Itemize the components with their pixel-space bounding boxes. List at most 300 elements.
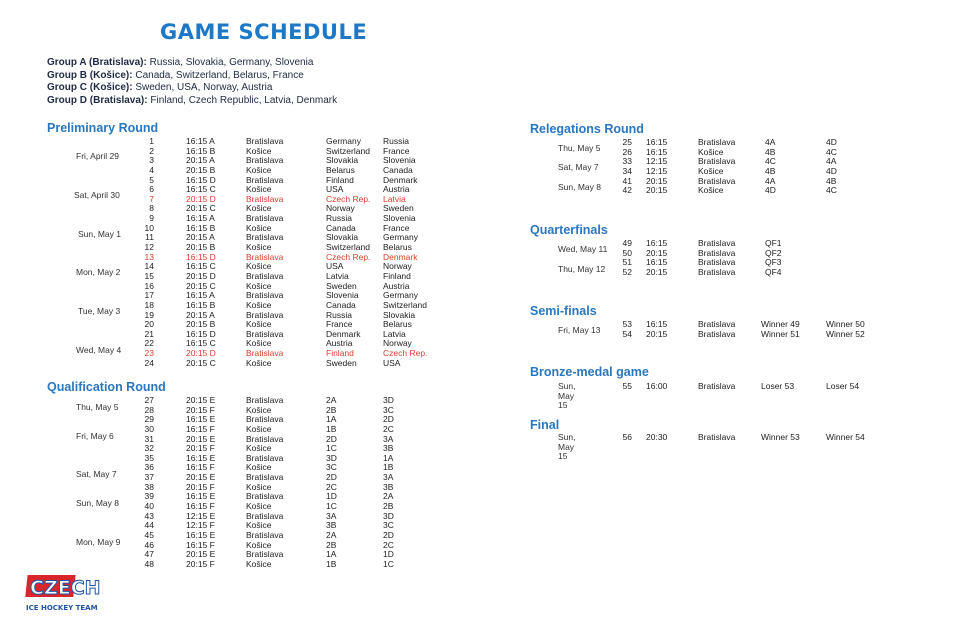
game-number: 50	[622, 247, 632, 258]
game-team-1: Sweden	[326, 280, 357, 291]
game-time: 20:15 F	[186, 443, 215, 454]
game-team-2: 4C	[826, 146, 837, 157]
game-team-2: 1C	[383, 558, 394, 569]
game-team-2: Russia	[383, 136, 409, 146]
game-number: 10	[144, 222, 154, 233]
game-number: 46	[144, 539, 154, 550]
day-label: Mon, May 9	[76, 537, 121, 547]
game-time: 16:15	[646, 319, 668, 329]
game-number: 15	[144, 270, 154, 281]
game-venue: Bratislava	[698, 156, 736, 167]
game-time: 20:15 E	[186, 472, 216, 483]
day-label: Sun, May 1	[78, 229, 121, 239]
game-time: 20:15 B	[186, 319, 216, 330]
game-number: 40	[144, 501, 154, 512]
game-time: 20:15 B	[186, 164, 216, 175]
game-team-1: QF1	[765, 238, 782, 248]
game-team-1: Slovenia	[326, 290, 359, 301]
game-team-2: 4A	[826, 156, 837, 167]
game-venue: Bratislava	[698, 381, 736, 391]
game-time: 20:15 D	[186, 193, 216, 204]
game-team-1: USA	[326, 261, 344, 272]
game-venue: Bratislava	[246, 174, 284, 185]
game-number: 25	[622, 137, 632, 147]
game-team-2: Belarus	[383, 319, 412, 330]
group-a: Group A (Bratislava): Russia, Slovakia, Germany, Slovenia	[47, 57, 314, 68]
game-time: 20:15 B	[186, 242, 216, 253]
game-venue: Košice	[246, 222, 272, 233]
game-time: 20:30	[646, 432, 668, 442]
game-time: 20:15 C	[186, 280, 216, 291]
game-venue: Košice	[246, 164, 272, 175]
game-time: 12:15 F	[186, 520, 215, 531]
day-label: Wed, May 4	[76, 345, 122, 355]
game-team-1: Winner 49	[761, 319, 800, 329]
game-time: 20:15	[646, 175, 668, 186]
game-team-1: 1D	[326, 491, 337, 502]
game-team-2: Loser 54	[826, 381, 860, 391]
game-time: 12:15 E	[186, 510, 216, 521]
game-time: 20:15 C	[186, 203, 216, 214]
game-time: 16:15 C	[186, 338, 216, 349]
day-label: Sun, May 15	[558, 381, 576, 411]
game-number: 51	[622, 257, 632, 268]
game-team-1: Belarus	[326, 164, 355, 175]
game-time: 16:15 F	[186, 501, 215, 512]
game-venue: Košice	[698, 185, 724, 196]
game-venue: Košice	[246, 501, 272, 512]
quarterfinals-heading: Quarterfinals	[530, 223, 608, 237]
game-team-1: 2D	[326, 433, 337, 444]
game-venue: Košice	[246, 443, 272, 454]
game-team-1: 1C	[326, 443, 337, 454]
game-venue: Bratislava	[698, 247, 736, 258]
game-team-1: 1A	[326, 549, 337, 560]
game-number: 19	[144, 309, 154, 320]
game-venue: Bratislava	[246, 472, 284, 483]
game-number: 49	[622, 238, 632, 248]
game-venue: Košice	[246, 404, 272, 415]
game-team-2: 3B	[383, 443, 394, 454]
game-team-1: QF2	[765, 247, 782, 258]
game-venue: Bratislava	[246, 491, 284, 502]
game-team-2: Austria	[383, 280, 410, 291]
game-team-1: 2C	[326, 481, 337, 492]
game-time: 12:15	[646, 156, 668, 167]
game-venue: Bratislava	[698, 266, 736, 277]
game-team-1: France	[326, 319, 353, 330]
game-time: 16:15 D	[186, 251, 216, 262]
game-time: 16:15 E	[186, 529, 216, 540]
game-time: 16:15 D	[186, 174, 216, 185]
day-label: Fri, May 6	[76, 431, 114, 441]
game-team-2: 2B	[383, 501, 394, 512]
game-team-2: 4D	[826, 165, 837, 176]
game-time: 16:15	[646, 137, 668, 147]
game-venue: Košice	[246, 462, 272, 473]
game-venue: Košice	[246, 203, 272, 214]
game-team-1: 4B	[765, 146, 776, 157]
day-label: Sun, May 8	[76, 498, 119, 508]
game-team-1: 2A	[326, 529, 337, 540]
game-team-1: 3D	[326, 452, 337, 463]
game-team-2: Winner 54	[826, 432, 865, 442]
game-venue: Bratislava	[698, 257, 736, 268]
game-team-2: Belarus	[383, 242, 412, 253]
logo-text-team: ICE HOCKEY TEAM	[26, 604, 98, 612]
game-time: 16:15	[646, 238, 668, 248]
game-number: 16	[144, 280, 154, 291]
game-venue: Košice	[246, 520, 272, 531]
game-venue: Košice	[246, 481, 272, 492]
game-venue: Bratislava	[246, 155, 284, 166]
game-team-1: 4D	[765, 185, 776, 196]
game-venue: Bratislava	[246, 328, 284, 339]
game-number: 3	[149, 155, 154, 166]
game-team-2: Winner 52	[826, 328, 865, 339]
game-team-1: 1C	[326, 501, 337, 512]
game-team-2: Germany	[383, 290, 418, 301]
game-team-2: Denmark	[383, 251, 418, 262]
semifinals-heading: Semi-finals	[530, 304, 597, 318]
game-venue: Košice	[246, 299, 272, 310]
game-time: 16:15 E	[186, 491, 216, 502]
game-venue: Bratislava	[246, 414, 284, 425]
game-number: 47	[144, 549, 154, 560]
game-number: 33	[622, 156, 632, 167]
game-team-1: 4B	[765, 165, 776, 176]
group-c: Group C (Košice): Sweden, USA, Norway, Austria	[47, 82, 273, 94]
game-team-1: Czech Rep.	[326, 193, 371, 204]
game-number: 9	[149, 213, 154, 224]
game-time: 20:15	[646, 266, 668, 277]
game-number: 14	[144, 261, 154, 272]
day-label: Fri, May 13	[558, 325, 601, 335]
relegations-heading: Relegations Round	[530, 122, 644, 136]
game-team-1: 2D	[326, 472, 337, 483]
game-team-1: 3B	[326, 520, 337, 531]
game-number: 6	[149, 184, 154, 195]
group-b: Group B (Košice): Canada, Switzerland, Belarus, France	[47, 69, 304, 81]
game-team-1: Slovakia	[326, 232, 359, 243]
game-number: 4	[149, 164, 154, 175]
game-time: 16:15 F	[186, 462, 215, 473]
game-team-2: Germany	[383, 232, 418, 243]
game-team-2: 3D	[383, 510, 394, 521]
game-venue: Bratislava	[246, 433, 284, 444]
game-number: 1	[149, 136, 154, 146]
game-venue: Bratislava	[246, 270, 284, 281]
game-time: 20:15	[646, 247, 668, 258]
game-time: 20:15 F	[186, 481, 215, 492]
game-team-1: 1B	[326, 558, 337, 569]
game-number: 8	[149, 203, 154, 214]
game-team-2: Slovakia	[383, 309, 416, 320]
group-d: Group D (Bratislava): Finland, Czech Republic, Latvia, Denmark	[47, 94, 338, 106]
game-team-1: Finland	[326, 348, 354, 359]
game-venue: Košice	[698, 165, 724, 176]
game-team-2: Finland	[383, 270, 411, 281]
game-time: 16:15 B	[186, 222, 216, 233]
game-team-1: 4A	[765, 137, 776, 147]
game-team-1: USA	[326, 184, 344, 195]
game-number: 44	[144, 520, 154, 531]
game-team-1: Denmark	[326, 328, 361, 339]
game-team-2: France	[383, 222, 410, 233]
game-number: 31	[144, 433, 154, 444]
game-team-1: 1B	[326, 423, 337, 434]
game-team-1: Switzerland	[326, 145, 370, 156]
game-team-1: Czech Rep.	[326, 251, 371, 262]
game-number: 13	[144, 251, 154, 262]
game-number: 12	[144, 242, 154, 253]
day-label: Thu, May 5	[558, 143, 601, 153]
game-time: 16:15 A	[186, 213, 215, 224]
game-venue: Bratislava	[698, 319, 736, 329]
game-venue: Bratislava	[246, 395, 284, 405]
day-label: Sun, May 15	[558, 432, 576, 462]
game-team-2: 4C	[826, 185, 837, 196]
game-team-1: Austria	[326, 338, 353, 349]
game-team-1: Finland	[326, 174, 354, 185]
game-team-2: 2A	[383, 491, 394, 502]
game-time: 20:15 C	[186, 357, 216, 368]
game-team-1: Loser 53	[761, 381, 795, 391]
game-time: 20:15 E	[186, 549, 216, 560]
game-time: 20:15	[646, 328, 668, 339]
game-time: 16:15 E	[186, 414, 216, 425]
game-team-1: Winner 51	[761, 328, 800, 339]
day-label: Sat, April 30	[74, 190, 120, 200]
game-time: 20:15 F	[186, 404, 215, 415]
game-venue: Košice	[246, 280, 272, 291]
game-team-1: Winner 53	[761, 432, 800, 442]
game-venue: Bratislava	[246, 309, 284, 320]
game-time: 16:15 A	[186, 136, 215, 146]
game-number: 11	[145, 232, 154, 243]
game-time: 20:15 E	[186, 433, 216, 444]
day-label: Tue, May 3	[78, 306, 121, 316]
game-venue: Košice	[246, 184, 272, 195]
game-venue: Bratislava	[246, 452, 284, 463]
game-number: 41	[622, 175, 632, 186]
game-time: 16:15 F	[186, 423, 215, 434]
game-team-2: 2D	[383, 414, 394, 425]
game-time: 20:15 D	[186, 348, 216, 359]
game-venue: Košice	[246, 261, 272, 272]
game-venue: Košice	[246, 338, 272, 349]
final-heading: Final	[530, 418, 560, 432]
day-label: Thu, May 12	[558, 264, 606, 274]
game-number: 53	[622, 319, 632, 329]
game-time: 16:15 F	[186, 539, 215, 550]
game-number: 27	[144, 395, 154, 405]
game-number: 20	[144, 319, 154, 330]
day-label: Sat, May 7	[558, 162, 599, 172]
game-venue: Bratislava	[698, 328, 736, 339]
game-team-2: Austria	[383, 184, 410, 195]
game-time: 20:15 D	[186, 270, 216, 281]
game-venue: Košice	[246, 242, 272, 253]
game-venue: Košice	[246, 145, 272, 156]
game-number: 29	[144, 414, 154, 425]
game-team-2: 3D	[383, 395, 394, 405]
game-team-2: Slovenia	[383, 213, 416, 224]
game-time: 16:15 E	[186, 452, 216, 463]
game-time: 20:15 F	[186, 558, 215, 569]
game-team-1: 4A	[765, 175, 776, 186]
game-number: 5	[149, 174, 154, 185]
game-number: 7	[149, 193, 154, 204]
bronze-heading: Bronze-medal game	[530, 365, 649, 379]
game-venue: Bratislava	[246, 232, 284, 243]
game-team-1: Sweden	[326, 357, 357, 368]
game-team-2: 4D	[826, 137, 837, 147]
page-title: GAME SCHEDULE	[160, 20, 368, 44]
game-team-2: 2C	[383, 423, 394, 434]
game-number: 23	[144, 348, 154, 359]
game-time: 16:15 B	[186, 299, 216, 310]
game-number: 24	[144, 357, 154, 368]
game-team-1: 2B	[326, 539, 337, 550]
game-time: 20:15 E	[186, 395, 216, 405]
game-venue: Bratislava	[246, 290, 284, 301]
game-venue: Košice	[246, 319, 272, 330]
game-venue: Bratislava	[246, 193, 284, 204]
game-time: 12:15	[646, 165, 668, 176]
logo-text-czech: CZECH	[30, 577, 101, 599]
game-number: 45	[144, 529, 154, 540]
game-number: 30	[144, 423, 154, 434]
game-number: 34	[622, 165, 632, 176]
game-number: 39	[144, 491, 154, 502]
game-time: 16:15 C	[186, 184, 216, 195]
game-number: 43	[144, 510, 154, 521]
game-number: 28	[144, 404, 154, 415]
day-label: Sat, May 7	[76, 469, 117, 479]
game-team-2: 4B	[826, 175, 837, 186]
game-time: 20:15	[646, 185, 668, 196]
game-venue: Bratislava	[698, 175, 736, 186]
game-team-2: 3C	[383, 404, 394, 415]
game-team-1: Canada	[326, 299, 356, 310]
game-team-2: Denmark	[383, 174, 418, 185]
game-number: 36	[144, 462, 154, 473]
game-venue: Bratislava	[246, 213, 284, 224]
game-number: 48	[144, 558, 154, 569]
game-team-2: Norway	[383, 261, 412, 272]
game-number: 35	[144, 452, 154, 463]
game-venue: Bratislava	[246, 251, 284, 262]
game-number: 2	[149, 145, 154, 156]
game-team-2: Czech Rep.	[383, 348, 428, 359]
game-venue: Bratislava	[698, 238, 736, 248]
game-team-2: 2C	[383, 539, 394, 550]
game-venue: Košice	[698, 146, 724, 157]
game-number: 21	[144, 328, 154, 339]
game-number: 55	[622, 381, 632, 391]
game-time: 16:15	[646, 146, 668, 157]
game-venue: Bratislava	[246, 348, 284, 359]
game-team-1: 3C	[326, 462, 337, 473]
game-team-1: 3A	[326, 510, 337, 521]
game-venue: Bratislava	[698, 137, 736, 147]
game-team-1: 4C	[765, 156, 776, 167]
day-label: Sun, May 8	[558, 182, 601, 192]
game-team-2: 3A	[383, 472, 394, 483]
game-time: 16:15 A	[186, 290, 215, 301]
game-team-2: 1D	[383, 549, 394, 560]
game-team-2: Latvia	[383, 328, 406, 339]
game-time: 20:15 A	[186, 309, 215, 320]
game-team-1: Slovakia	[326, 155, 359, 166]
game-number: 37	[144, 472, 154, 483]
groups-list	[47, 57, 337, 107]
preliminary-heading: Preliminary Round	[47, 121, 159, 135]
game-number: 26	[622, 146, 632, 157]
game-team-1: Canada	[326, 222, 356, 233]
game-team-2: Latvia	[383, 193, 406, 204]
czech-hockey-logo	[24, 571, 101, 615]
game-team-2: Canada	[383, 164, 413, 175]
game-team-1: Germany	[326, 136, 361, 146]
game-number: 52	[622, 266, 632, 277]
game-number: 22	[144, 338, 154, 349]
game-team-2: 1B	[383, 462, 394, 473]
day-label: Mon, May 2	[76, 267, 121, 277]
game-team-2: USA	[383, 357, 401, 368]
game-number: 54	[622, 328, 632, 339]
game-team-2: 2D	[383, 529, 394, 540]
game-time: 20:15 A	[186, 155, 215, 166]
game-time: 16:15 D	[186, 328, 216, 339]
game-time: 16:00	[646, 381, 668, 391]
day-label: Fri, April 29	[76, 151, 119, 161]
game-team-1: Russia	[326, 213, 352, 224]
game-number: 38	[144, 481, 154, 492]
game-team-1: QF3	[765, 257, 782, 268]
game-team-2: Switzerland	[383, 299, 427, 310]
game-team-2: 3C	[383, 520, 394, 531]
game-team-1: Russia	[326, 309, 352, 320]
game-team-2: France	[383, 145, 410, 156]
game-time: 20:15 A	[186, 232, 215, 243]
game-team-1: Latvia	[326, 270, 349, 281]
game-team-1: 1A	[326, 414, 337, 425]
game-number: 18	[144, 299, 154, 310]
game-number: 17	[144, 290, 154, 301]
game-team-1: 2A	[326, 395, 337, 405]
game-team-2: 3B	[383, 481, 394, 492]
game-team-1: QF4	[765, 266, 782, 277]
game-team-2: Norway	[383, 338, 412, 349]
game-team-2: Slovenia	[383, 155, 416, 166]
game-team-2: Winner 50	[826, 319, 865, 329]
game-venue: Košice	[246, 539, 272, 550]
game-team-2: 3A	[383, 433, 394, 444]
game-number: 32	[144, 443, 154, 454]
day-label: Thu, May 5	[76, 402, 119, 412]
game-venue: Košice	[246, 558, 272, 569]
game-time: 16:15 C	[186, 261, 216, 272]
game-venue: Košice	[246, 423, 272, 434]
game-team-1: 2B	[326, 404, 337, 415]
game-venue: Bratislava	[698, 432, 736, 442]
game-venue: Bratislava	[246, 136, 284, 146]
game-team-1: Switzerland	[326, 242, 370, 253]
day-label: Wed, May 11	[558, 244, 608, 254]
game-number: 56	[622, 432, 632, 442]
